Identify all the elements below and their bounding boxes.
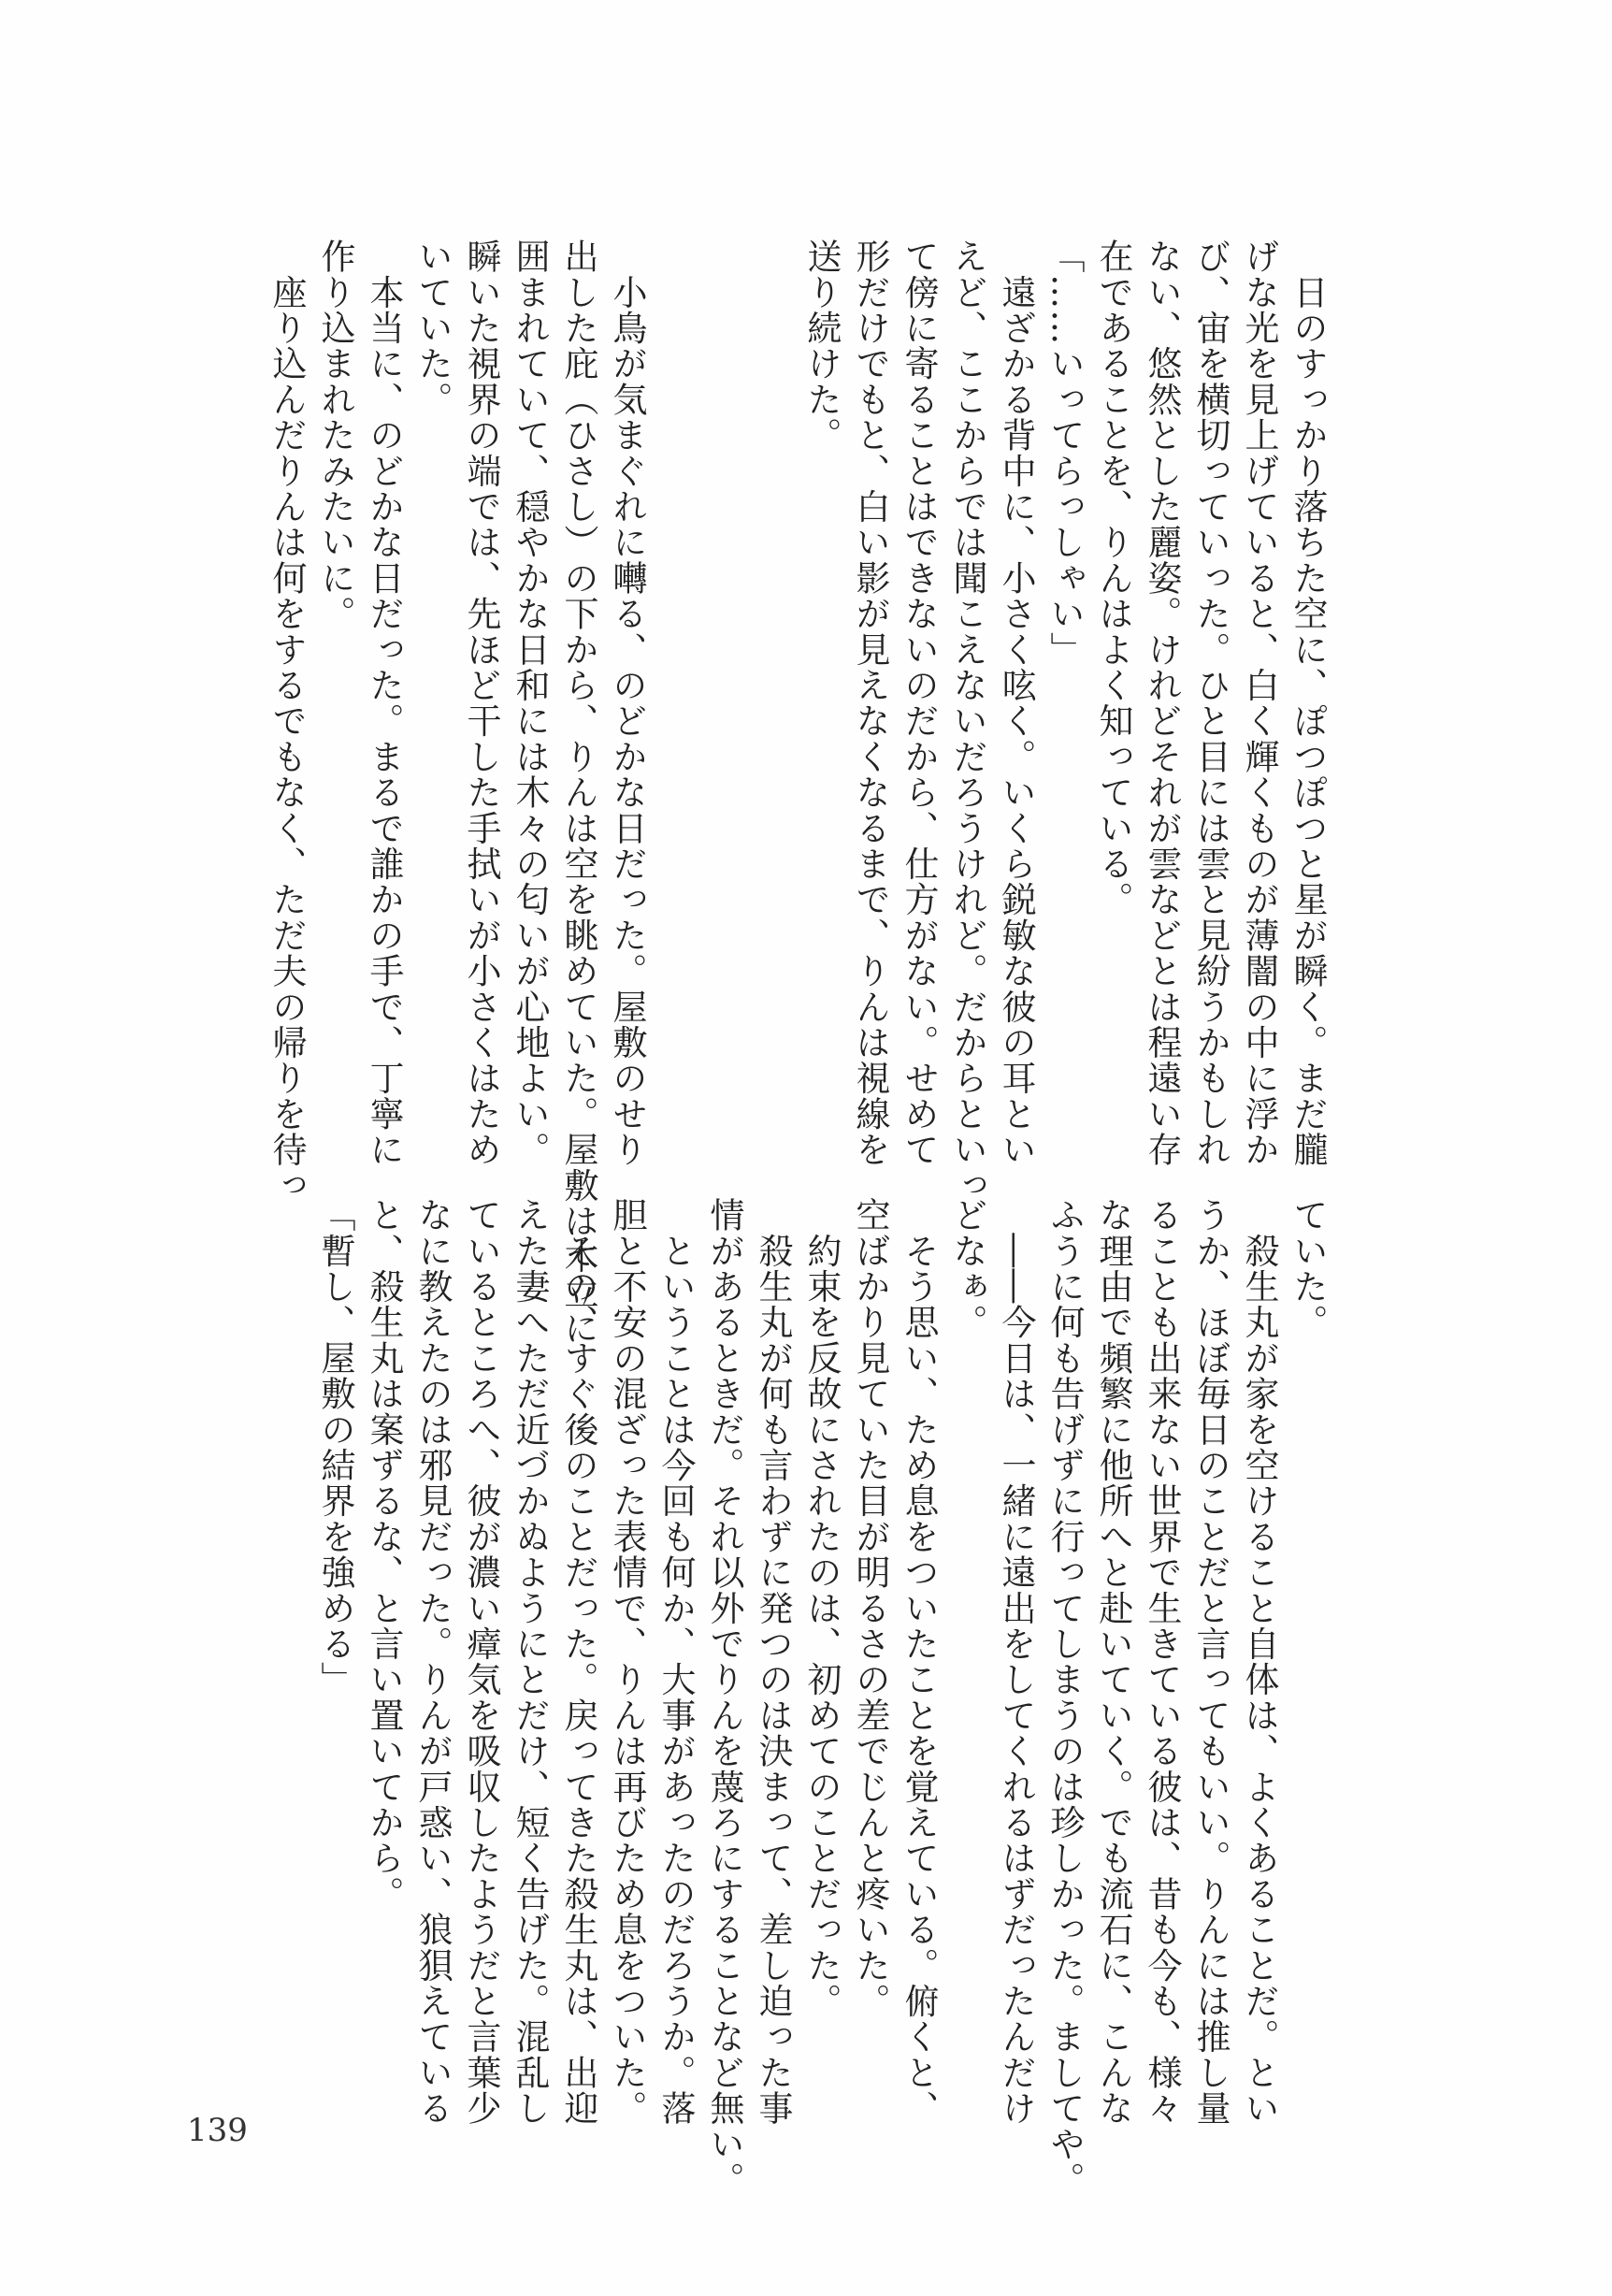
text-line: 日のすっかり落ちた空に、ぽつぽつと星が瞬く。まだ朧 <box>1288 238 1328 1168</box>
text-line: えど、ここからでは聞こえないだろうけれど。だからといっ <box>947 238 987 1204</box>
text-line: 囲まれていて、穏やかな日和には木々の匂いが心地よい。 <box>510 238 550 1168</box>
text-line: び、宙を横切っていった。ひと目には雲と見紛うかもしれ <box>1190 238 1231 1168</box>
text-line: ――今日は、一緒に遠出をしてくれるはずだったんだけ <box>996 1197 1036 2127</box>
text-line: ることも出来ない世界で生きている彼は、昔も今も、様々 <box>1142 1197 1182 2127</box>
text-line: て傍に寄ることはできないのだから、仕方がない。せめて <box>899 238 939 1168</box>
text-line: な理由で頻繁に他所へと赴いていく。でも流石に、こんな <box>1093 1197 1133 2127</box>
text-line: 出した庇（ひさし）の下から、りんは空を眺めていた。屋敷は木立に <box>558 238 598 1347</box>
text-line: 小鳥が気まぐれに囀る、のどかな日だった。屋敷のせり <box>607 238 647 1168</box>
text-line: 本当に、のどかな日だった。まるで誰かの手で、丁寧に <box>364 238 404 1168</box>
text-line: 作り込まれたみたいに。 <box>315 238 355 632</box>
text-line: そう思い、ため息をついたことを覚えている。俯くと、 <box>899 1197 939 2127</box>
text-line: ていた。 <box>1288 1197 1328 1340</box>
text-line: うか、ほぼ毎日のことだと言ってもいい。りんには推し量 <box>1190 1197 1231 2127</box>
text-line <box>651 238 699 1099</box>
text-line: ているところへ、彼が濃い瘴気を吸収したようだと言葉少 <box>461 1197 501 2127</box>
text-line: と、殺生丸は案ずるな、と言い置いてから。 <box>364 1197 404 1912</box>
text-line: 「……いってらっしゃい」 <box>1044 238 1085 668</box>
text-line: どなぁ。 <box>947 1197 987 1340</box>
text-line: 約束を反故にされたのは、初めてのことだった。 <box>801 1197 842 2019</box>
text-column-bottom <box>310 1197 1331 2198</box>
text-line: ということは今回も何か、大事があったのだろうか。落 <box>655 1197 696 2127</box>
text-line <box>748 238 797 1099</box>
text-line: えた妻へただ近づかぬようにとだけ、短く告げた。混乱し <box>510 1197 550 2127</box>
text-line: 情があるときだ。それ以外でりんを蔑ろにすることなど無い。 <box>704 1197 744 2198</box>
text-line: 在であることを、りんはよく知っている。 <box>1093 238 1133 917</box>
text-line: 殺生丸が家を空けること自体は、よくあることだ。とい <box>1239 1197 1279 2127</box>
text-line: 空ばかり見ていた目が明るさの差でじんと疼いた。 <box>850 1197 890 2019</box>
text-line: 瞬いた視界の端では、先ほど干した手拭いが小さくはため <box>461 238 501 1168</box>
text-line: ない、悠然とした麗姿。けれどそれが雲などとは程遠い存 <box>1142 238 1182 1168</box>
text-line: 形だけでもと、白い影が見えなくなるまで、りんは視線を <box>850 238 890 1168</box>
text-line: 送り続けた。 <box>801 238 842 454</box>
text-line <box>699 238 748 1099</box>
text-line: その、すぐ後のことだった。戻ってきた殺生丸は、出迎 <box>558 1197 598 2127</box>
text-line: 殺生丸が何も言わずに発つのは決まって、差し迫った事 <box>753 1197 793 2127</box>
text-line: 座り込んだりんは何をするでもなく、ただ夫の帰りを待っ <box>266 238 307 1204</box>
text-line: 胆と不安の混ざった表情で、りんは再びため息をついた。 <box>607 1197 647 2127</box>
page-number: 139 <box>187 2112 248 2149</box>
text-line: いていた。 <box>412 238 453 417</box>
text-line: 遠ざかる背中に、小さく呟く。いくら鋭敏な彼の耳とい <box>996 238 1036 1168</box>
text-line: ふうに何も告げずに行ってしまうのは珍しかった。ましてや。 <box>1044 1197 1085 2198</box>
text-line: げな光を見上げていると、白く輝くものが薄闇の中に浮か <box>1239 238 1279 1168</box>
text-line: 「暫し、屋敷の結界を強める」 <box>315 1197 355 1697</box>
text-line: なに教えたのは邪見だった。りんが戸惑い、狼狽えている <box>412 1197 453 2127</box>
